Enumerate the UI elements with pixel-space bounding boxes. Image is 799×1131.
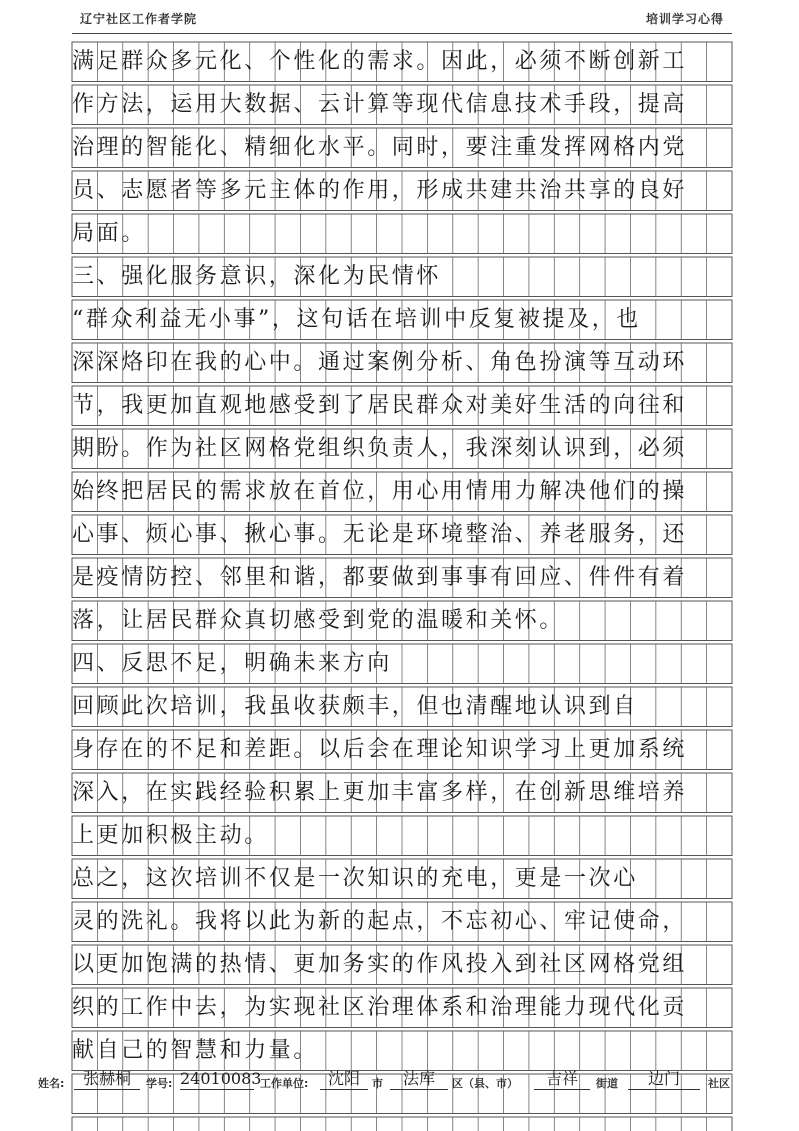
text-line: 深深烙印在我的心中。通过案例分析、角色扮演等互动环 <box>72 350 688 375</box>
community-value: 边门 <box>628 1069 700 1090</box>
text-line: 三、强化服务意识，深化为民情怀 <box>72 264 442 289</box>
text-line: 身存在的不足和差距。以后会在理论知识学习上更加系统 <box>72 737 688 762</box>
community-suffix: 社区 <box>708 1077 730 1090</box>
text-line: 上更加积极主动。 <box>72 823 269 848</box>
city-suffix: 市 <box>372 1077 383 1090</box>
text-line: 满足群众多元化、个性化的需求。因此，必须不断创新工 <box>72 49 688 74</box>
street-value: 吉祥 <box>534 1069 590 1090</box>
text-line: 献自己的智慧和力量。 <box>72 1038 319 1063</box>
text-line: 织的工作中去，为实现社区治理体系和治理能力现代化贡 <box>72 995 688 1020</box>
text-line: 深入，在实践经验积累上更加丰富多样，在创新思维培养 <box>72 780 688 805</box>
text-line: 作方法，运用大数据、云计算等现代信息技术手段，提高 <box>72 92 688 117</box>
work-unit-label: 工作单位: <box>260 1077 309 1090</box>
student-id-value: 24010083 <box>180 1069 262 1088</box>
text-line: 是疫情防控、邻里和谐，都要做到事事有回应、件件有着 <box>72 565 688 590</box>
text-line: 节，我更加直观地感受到了居民群众对美好生活的向往和 <box>72 393 688 418</box>
text-line: 局面。 <box>72 221 146 246</box>
student-id-label: 学号: <box>146 1077 173 1090</box>
text-line: 员、志愿者等多元主体的作用，形成共建共治共享的良好 <box>72 178 688 203</box>
street-suffix: 街道 <box>596 1077 618 1090</box>
district-suffix: 区（县、市） <box>452 1077 518 1090</box>
text-line: 心事、烦心事、揪心事。无论是环境整治、养老服务，还 <box>72 522 688 547</box>
district-value: 法库 <box>390 1069 448 1090</box>
footer-info <box>38 1069 778 1093</box>
text-line: 以更加饱满的热情、更加务实的作风投入到社区网格党组 <box>72 952 688 977</box>
header-left-title: 辽宁社区工作者学院 <box>80 12 198 26</box>
text-line: 总之，这次培训不仅是一次知识的充电，更是一次心 <box>72 866 638 891</box>
text-line: 灵的洗礼。我将以此为新的起点，不忘初心、牢记使命， <box>72 909 688 934</box>
name-value: 张赫桐 <box>74 1069 140 1090</box>
text-line: 期盼。作为社区网格党组织负责人，我深刻认识到，必须 <box>72 436 688 461</box>
city-value: 沈阳 <box>320 1069 368 1090</box>
text-line: 四、反思不足，明确未来方向 <box>72 651 392 676</box>
text-line: 落，让居民群众真切感受到党的温暖和关怀。 <box>72 608 565 633</box>
text-line: “群众利益无小事”，这句话在培训中反复被提及，也 <box>72 307 641 332</box>
name-label: 姓名: <box>38 1077 65 1090</box>
text-line: 回顾此次培训，我虽收获颇丰，但也清醒地认识到自 <box>72 694 638 719</box>
text-line: 治理的智能化、精细化水平。同时，要注重发挥网格内党 <box>72 135 688 160</box>
header-right-title: 培训学习心得 <box>646 12 725 26</box>
text-line: 始终把居民的需求放在首位，用心用情用力解决他们的操 <box>72 479 688 504</box>
